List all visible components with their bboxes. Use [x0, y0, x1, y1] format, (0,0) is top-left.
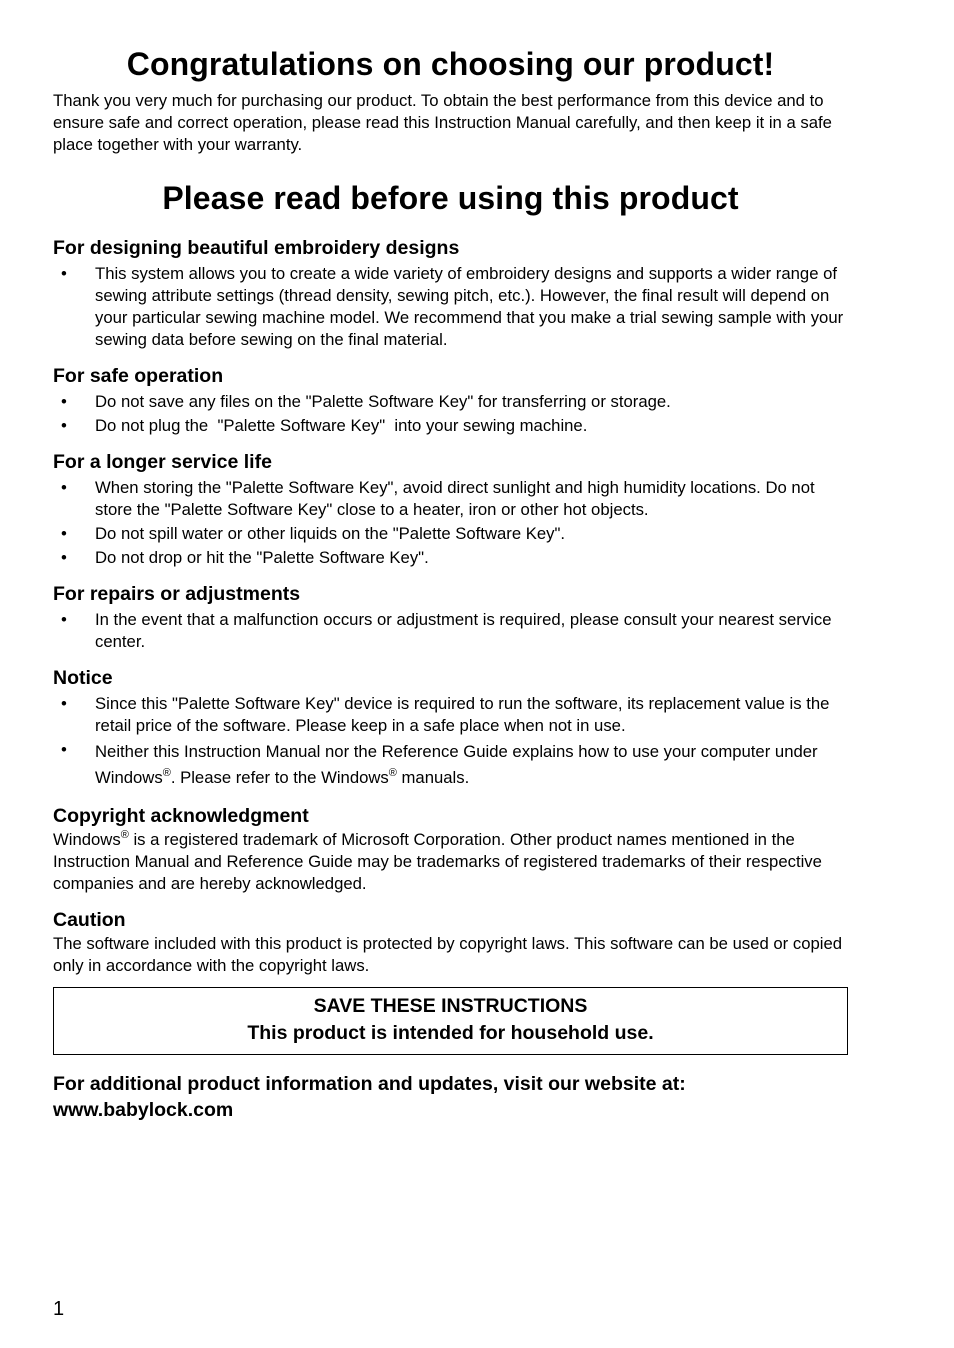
bullet-icon: •	[61, 416, 67, 435]
section-heading: For designing beautiful embroidery designs	[53, 237, 460, 259]
section-heading: Notice	[53, 667, 113, 689]
designing-section	[53, 235, 848, 351]
repairs-section	[53, 581, 848, 653]
section-heading: For safe operation	[53, 365, 224, 387]
list-item: • Neither this Instruction Manual nor the Reference Guide explains how to use your computer under Windows®. Please refer to the Windows® manuals.	[53, 739, 848, 791]
list-item: • Since this "Palette Software Key" device is required to run the software, its replacement value is the retail price of the software. Please keep in a safe place when not in use.	[61, 694, 830, 735]
service-life-section	[53, 449, 848, 569]
intro-paragraph: Thank you very much for purchasing our product. To obtain the best performance from this device and to ensure safe and correct operation, please read this Instruction Manual carefully, and then keep it in a safe place together with your warranty.	[53, 91, 832, 154]
website-info	[53, 1071, 848, 1123]
copyright-section	[53, 803, 848, 895]
bullet-icon: •	[61, 478, 67, 497]
bullet-icon: •	[61, 264, 67, 283]
copyright-text: Windows® is a registered trademark of Microsoft Corporation. Other product names mentioned in the Instruction Manual and Reference Guide may be trademarks of registered trademarks of their respective companies and are hereby acknowledged.	[53, 829, 822, 893]
bullet-list	[53, 391, 848, 437]
section-title: Please read before using this product	[162, 180, 739, 216]
list-item: • Do not drop or hit the "Palette Software Key".	[61, 548, 429, 567]
save-instructions-line: SAVE THESE INSTRUCTIONS	[313, 995, 588, 1017]
list-item: • This system allows you to create a wide variety of embroidery designs and supports a wider range of sewing attribute settings (thread density, sewing pitch, etc.). However, the final result will depend on your particular sewing machine model. We recommend that you make a trial sewing sample with your sewing data before sewing on the final material.	[61, 264, 844, 349]
section-heading: Caution	[53, 909, 126, 931]
registered-mark: ®	[388, 767, 397, 779]
section-heading: For a longer service life	[53, 451, 272, 473]
caution-text: The software included with this product is protected by copyright laws. This software can be used or copied only in accordance with the copyright laws.	[53, 934, 843, 975]
bullet-list	[53, 609, 848, 653]
page-number: 1	[53, 1298, 65, 1320]
bullet-icon: •	[61, 524, 67, 543]
bullet-icon: •	[61, 610, 67, 629]
section-heading: For repairs or adjustments	[53, 583, 301, 605]
registered-mark: ®	[120, 829, 129, 841]
website-info-text: For additional product information and updates, visit our website at:	[53, 1073, 686, 1095]
household-use-line: This product is intended for household use.	[247, 1022, 654, 1044]
list-item: • Do not plug the "Palette Software Key" into your sewing machine.	[61, 416, 588, 435]
registered-mark: ®	[162, 767, 171, 779]
list-item: • Do not save any files on the "Palette Software Key" for transferring or storage.	[61, 392, 671, 411]
bullet-list	[53, 263, 848, 351]
safe-operation-section	[53, 363, 848, 437]
list-item: • Do not spill water or other liquids on the "Palette Software Key".	[61, 524, 566, 543]
list-item: • When storing the "Palette Software Key", avoid direct sunlight and high humidity locations. Do not store the "Palette Software Key" close to a heater, iron or other hot objects.	[61, 478, 815, 519]
save-instructions-box	[53, 987, 848, 1055]
bullet-icon: •	[61, 392, 67, 411]
page-title: Congratulations on choosing our product!	[126, 46, 775, 82]
notice-section	[53, 665, 848, 791]
list-item: • In the event that a malfunction occurs or adjustment is required, please consult your nearest service center.	[61, 610, 832, 651]
section-heading: Copyright acknowledgment	[53, 805, 309, 827]
manual-page	[53, 42, 848, 1123]
bullet-icon: •	[61, 694, 67, 713]
bullet-icon: •	[61, 548, 67, 567]
website-link[interactable]: www.babylock.com	[53, 1099, 234, 1121]
bullet-list	[53, 693, 848, 791]
caution-section	[53, 907, 848, 977]
bullet-icon: •	[61, 740, 67, 759]
bullet-list	[53, 477, 848, 569]
